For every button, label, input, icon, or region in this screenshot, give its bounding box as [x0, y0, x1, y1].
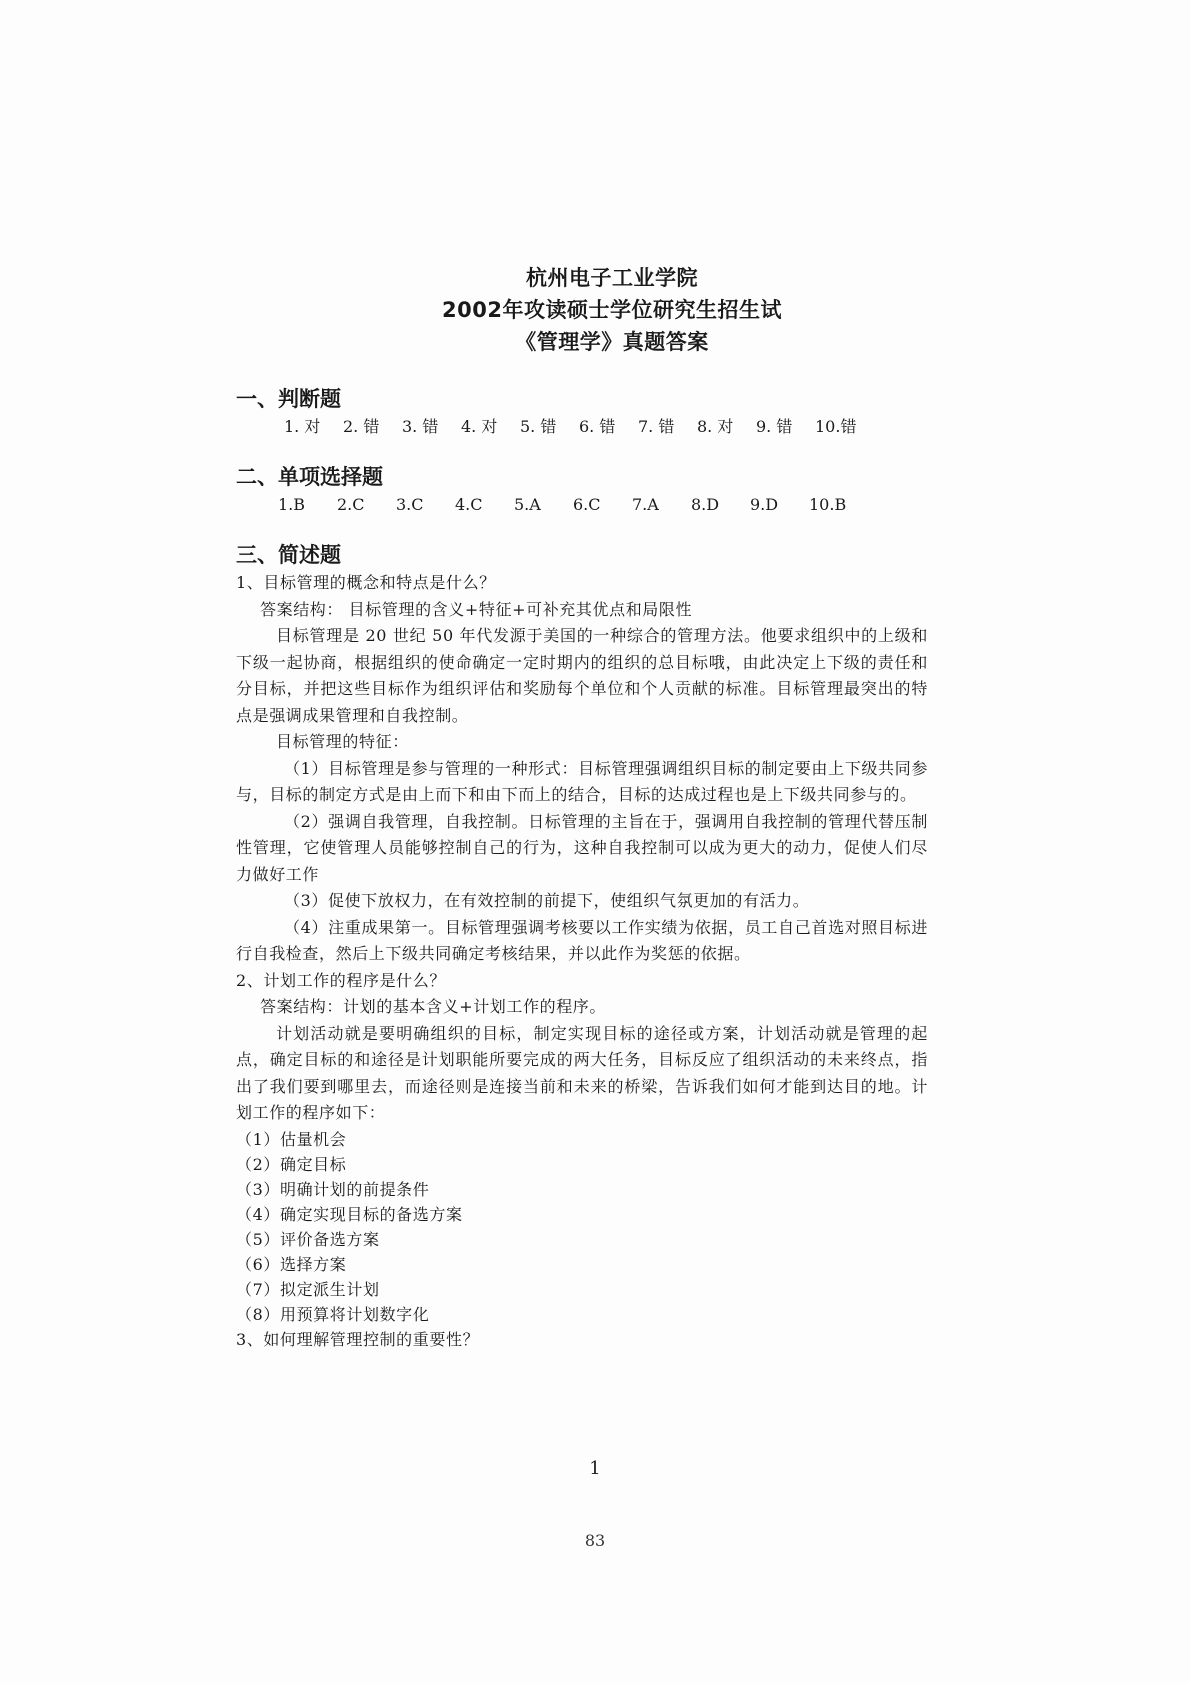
- mc-answer: 1.B: [278, 495, 306, 514]
- title-block: [236, 262, 928, 358]
- tf-answer: 9. 错: [756, 417, 793, 436]
- question-1: 1、目标管理的概念和特点是什么？: [236, 573, 496, 592]
- q1-feature-2: （2）强调自我管理，自我控制。日标管理的主旨在于，强调用自我控制的管理代替压制性管理，它使管理人员能够控制自己的行为，这种自我控制可以成为更大的动力，促使人们尽力做好工作: [236, 811, 928, 884]
- question-3: 3、如何理解管理控制的重要性？: [236, 1329, 480, 1349]
- question-2: 2、计划工作的程序是什么？: [236, 970, 446, 990]
- section-heading-true-false: 一、判断题: [236, 387, 341, 411]
- list-item: （8）用预算将计划数字化: [236, 1304, 430, 1324]
- mc-answer: 5.A: [514, 495, 541, 514]
- mc-answer: 7.A: [632, 495, 659, 514]
- true-false-answers: [236, 414, 928, 440]
- single-choice-answers: [236, 492, 928, 518]
- title-exam: 2002年攻读硕士学位研究生招生试: [442, 298, 782, 322]
- title-subject: 《管理学》真题答案: [515, 330, 709, 354]
- list-item: （4）确定实现目标的备选方案: [236, 1204, 463, 1224]
- planning-steps-list: [236, 1127, 928, 1327]
- tf-answer: 5. 错: [520, 417, 557, 436]
- mc-answer: 6.C: [573, 495, 601, 514]
- tf-answer: 3. 错: [402, 417, 439, 436]
- answer-structure-1: 答案结构： 目标管理的含义+特征+可补充其优点和局限性: [260, 599, 693, 619]
- tf-answer: 7. 错: [638, 417, 675, 436]
- q1-feature-3: （3）促使下放权力，在有效控制的前提下，使组织气氛更加的有活力。: [284, 891, 810, 910]
- list-item: （7）拟定派生计划: [236, 1279, 380, 1299]
- list-item: （3）明确计划的前提条件: [236, 1179, 430, 1199]
- mc-answer: 9.D: [750, 495, 779, 514]
- mc-answer: 10.B: [809, 495, 847, 514]
- mc-answer: 8.D: [691, 495, 720, 514]
- tf-answer: 2. 错: [343, 417, 380, 436]
- q1-paragraph: 目标管理是 20 世纪 50 年代发源于美国的一种综合的管理方法。他要求组织中的上级和下级一起协商，根据组织的使命确定一定时期内的组织的总目标哦，由此决定上下级的责任和分目标，并把这些目标作为组织评估和奖励每个单位和个人贡献的标准。目标管理最突出的特点是强调成果管理和自我控制。: [236, 626, 928, 725]
- list-item: （6）选择方案: [236, 1254, 347, 1274]
- section-heading-short-answer: 三、简述题: [236, 543, 341, 567]
- list-item: （1）估量机会: [236, 1129, 347, 1149]
- page-number-outer: 83: [584, 1531, 606, 1550]
- tf-answer: 10.错: [815, 417, 857, 436]
- list-item: （5）评价备选方案: [236, 1229, 380, 1249]
- section-heading-single-choice: 二、单项选择题: [236, 465, 383, 489]
- mc-answer: 4.C: [455, 495, 483, 514]
- mc-answer: 3.C: [396, 495, 424, 514]
- q2-paragraph: 计划活动就是要明确组织的目标，制定实现目标的途径或方案，计划活动就是管理的起点，确定目标的和途径是计划职能所要完成的两大任务，目标反应了组织活动的未来终点，指出了我们要到哪里去，而途径则是连接当前和未来的桥梁，告诉我们如何才能到达目的地。计划工作的程序如下：: [236, 1023, 928, 1122]
- tf-answer: 1. 对: [284, 417, 321, 436]
- page-number-inner: 1: [589, 1458, 601, 1479]
- tf-answer: 6. 错: [579, 417, 616, 436]
- mc-answer: 2.C: [337, 495, 365, 514]
- q1-feature-1: （1）目标管理是参与管理的一种形式：目标管理强调组织目标的制定要由上下级共同参与，目标的制定方式是由上而下和由下而上的结合，目标的达成过程也是上下级共同参与的。: [236, 758, 928, 804]
- tf-answer: 4. 对: [461, 417, 498, 436]
- tf-answer: 8. 对: [697, 417, 734, 436]
- q1-features-label: 目标管理的特征：: [276, 732, 409, 751]
- title-school: 杭州电子工业学院: [526, 266, 698, 290]
- list-item: （2）确定目标: [236, 1154, 347, 1174]
- answer-structure-2: 答案结构：计划的基本含义+计划工作的程序。: [260, 997, 607, 1016]
- document-content: [236, 262, 928, 1353]
- q1-feature-4: （4）注重成果第一。目标管理强调考核要以工作实绩为依据，员工自己首选对照目标进行自我检查，然后上下级共同确定考核结果，并以此作为奖惩的依据。: [236, 917, 928, 963]
